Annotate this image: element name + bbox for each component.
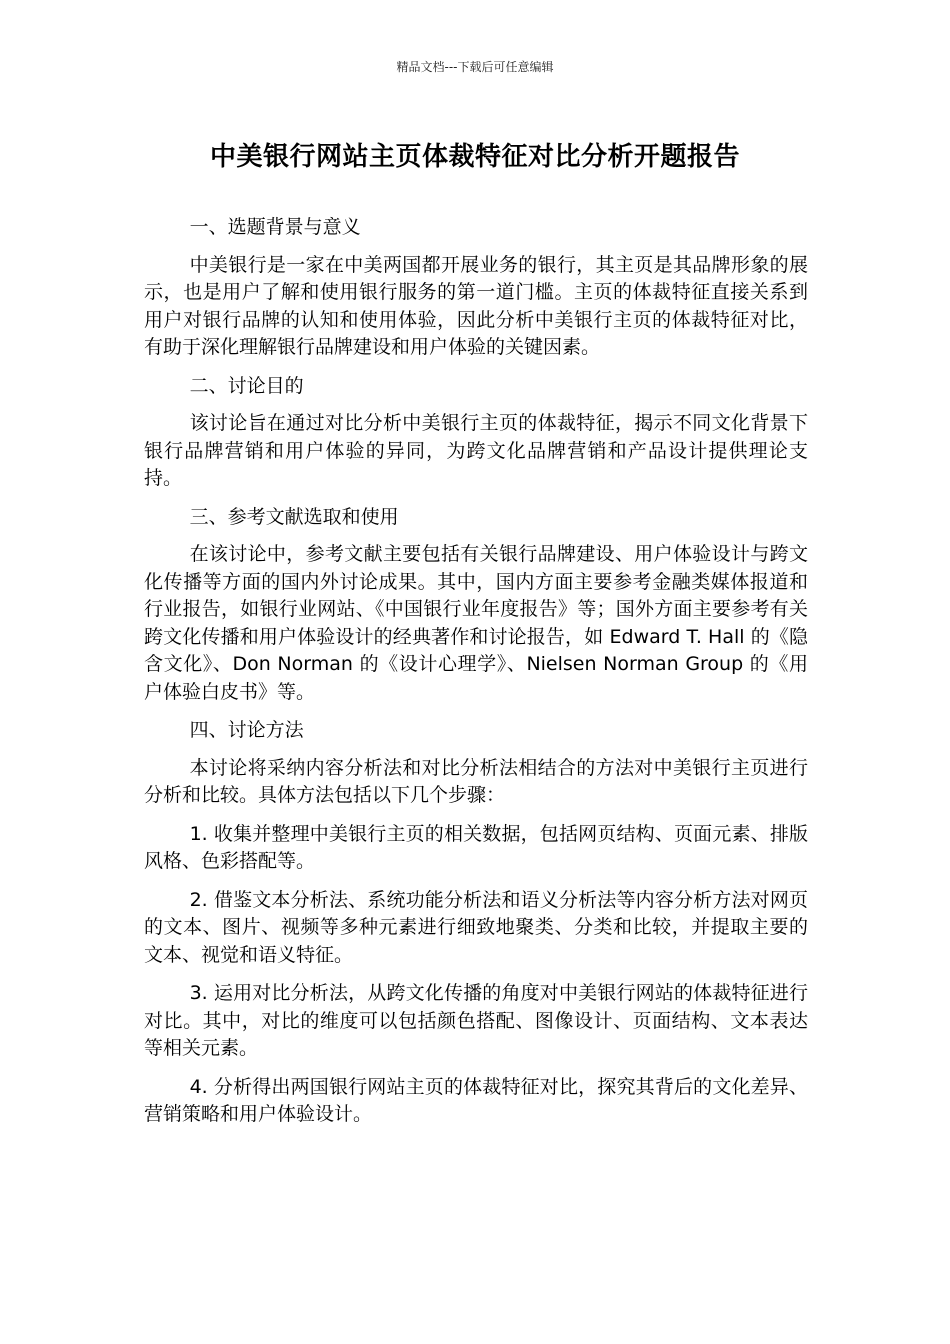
document-body [144, 214, 808, 1140]
paragraph-purpose: 该讨论旨在通过对比分析中美银行主页的体裁特征，揭示不同文化背景下银行品牌营销和用户体验的异同，为跨文化品牌营销和产品设计提供理论支持。 [144, 412, 808, 489]
section-heading-references: 三、参考文献选取和使用 [189, 505, 399, 528]
section-heading-background: 一、选题背景与意义 [189, 216, 361, 238]
section-heading-method: 四、讨论方法 [189, 719, 304, 741]
document-title: 中美银行网站主页体裁特征对比分析开题报告 [209, 142, 740, 172]
paragraph-method-intro: 本讨论将采纳内容分析法和对比分析法相结合的方法对中美银行主页进行分析和比较。具体方法包括以下几个步骤： [144, 756, 808, 806]
section-heading-purpose: 二、讨论目的 [189, 374, 304, 397]
paragraph-background: 中美银行是一家在中美两国都开展业务的银行，其主页是其品牌形象的展示，也是用户了解和使用银行服务的第一道门槛。主页的体裁特征直接关系到用户对银行品牌的认知和使用体验，因此分析中美银行主页的体裁特征对比，有助于深化理解银行品牌建设和用户体验的关键因素。 [144, 253, 808, 358]
method-step-3: 3. 运用对比分析法，从跨文化传播的角度对中美银行网站的体裁特征进行对比。其中，对比的维度可以包括颜色搭配、图像设计、页面结构、文本表达等相关元素。 [144, 982, 808, 1059]
method-step-4: 4. 分析得出两国银行网站主页的体裁特征对比，探究其背后的文化差异、营销策略和用户体验设计。 [144, 1075, 808, 1125]
method-step-1: 1. 收集并整理中美银行主页的相关数据，包括网页结构、页面元素、排版风格、色彩搭配等。 [144, 822, 808, 872]
page-header-note: 精品文档---下载后可任意编辑 [396, 60, 554, 74]
paragraph-references: 在该讨论中，参考文献主要包括有关银行品牌建设、用户体验设计与跨文化传播等方面的国内外讨论成果。其中，国内方面主要参考金融类媒体报道和行业报告，如银行业网站、《中国银行业年度报告》等；国外方面主要参考有关跨文化传播和用户体验设计的经典著作和讨论报告，如 Edward T. Hall 的《隐含文化》、Don Norman 的《设计心理学》、Nielsen Norman Group 的《用户体验白皮书》等。 [144, 543, 808, 703]
method-step-2: 2. 借鉴文本分析法、系统功能分析法和语义分析法等内容分析方法对网页的文本、图片、视频等多种元素进行细致地聚类、分类和比较，并提取主要的文本、视觉和语义特征。 [144, 888, 808, 966]
